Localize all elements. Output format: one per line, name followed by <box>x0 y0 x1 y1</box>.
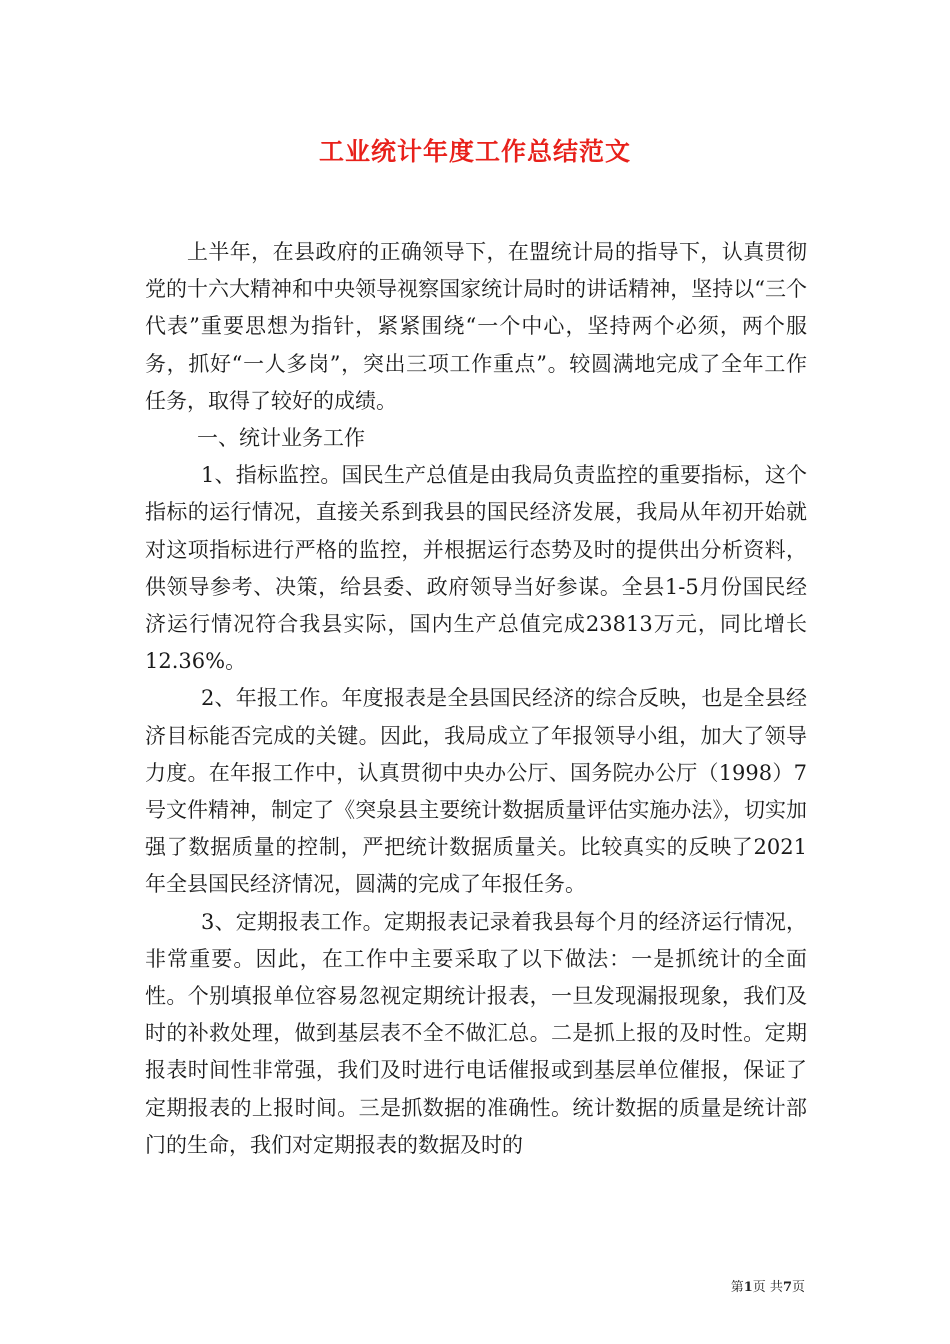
page-number-footer <box>731 1276 805 1295</box>
intro-paragraph: 上半年，在县政府的正确领导下，在盟统计局的指导下，认真贯彻党的十六大精神和中央领导视察国家统计局时的讲话精神，坚持以“三个代表”重要思想为指针，紧紧围绕“一个中心，坚持两个必须，两个服务，抓好“一人多岗”，突出三项工作重点”。较圆满地完成了全年工作任务，取得了较好的成绩。 <box>145 240 807 413</box>
total-pages-number: 7 <box>782 1280 792 1295</box>
page-suffix: 页 <box>791 1280 805 1295</box>
page-prefix: 第 <box>730 1280 744 1295</box>
page-mid: 页 共 <box>752 1280 783 1295</box>
document-body <box>145 234 807 1164</box>
item-annual-report: 2、年报工作。年度报表是全县国民经济的综合反映，也是全县经济目标能否完成的关键。因此，我局成立了年报领导小组，加大了领导力度。在年报工作中，认真贯彻中央办公厅、国务院办公厅（1998）7号文件精神，制定了《突泉县主要统计数据质量评估实施办法》，切实加强了数据质量的控制，严把统计数据质量关。比较真实的反映了2021年全县国民经济情况，圆满的完成了年报任务。 <box>145 686 807 897</box>
item-indicator-monitoring: 1、指标监控。国民生产总值是由我局负责监控的重要指标，这个指标的运行情况，直接关系到我县的国民经济发展，我局从年初开始就对这项指标进行严格的监控，并根据运行态势及时的提供出分析资料，供领导参考、决策，给县委、政府领导当好参谋。全县1-5月份国民经济运行情况符合我县实际，国内生产总值完成23813万元，同比增长12.36%。 <box>145 463 807 674</box>
section-heading-statistics-work: 一、统计业务工作 <box>197 426 365 451</box>
document-title: 工业统计年度工作总结范文 <box>318 137 631 166</box>
current-page-number: 1 <box>743 1280 753 1295</box>
item-periodic-report: 3、定期报表工作。定期报表记录着我县每个月的经济运行情况，非常重要。因此，在工作中主要采取了以下做法：一是抓统计的全面性。个别填报单位容易忽视定期统计报表，一旦发现漏报现象，我们及时的补救处理，做到基层表不全不做汇总。二是抓上报的及时性。定期报表时间性非常强，我们及时进行电话催报或到基层单位催报，保证了定期报表的上报时间。三是抓数据的准确性。统计数据的质量是统计部门的生命，我们对定期报表的数据及时的 <box>145 909 807 1157</box>
